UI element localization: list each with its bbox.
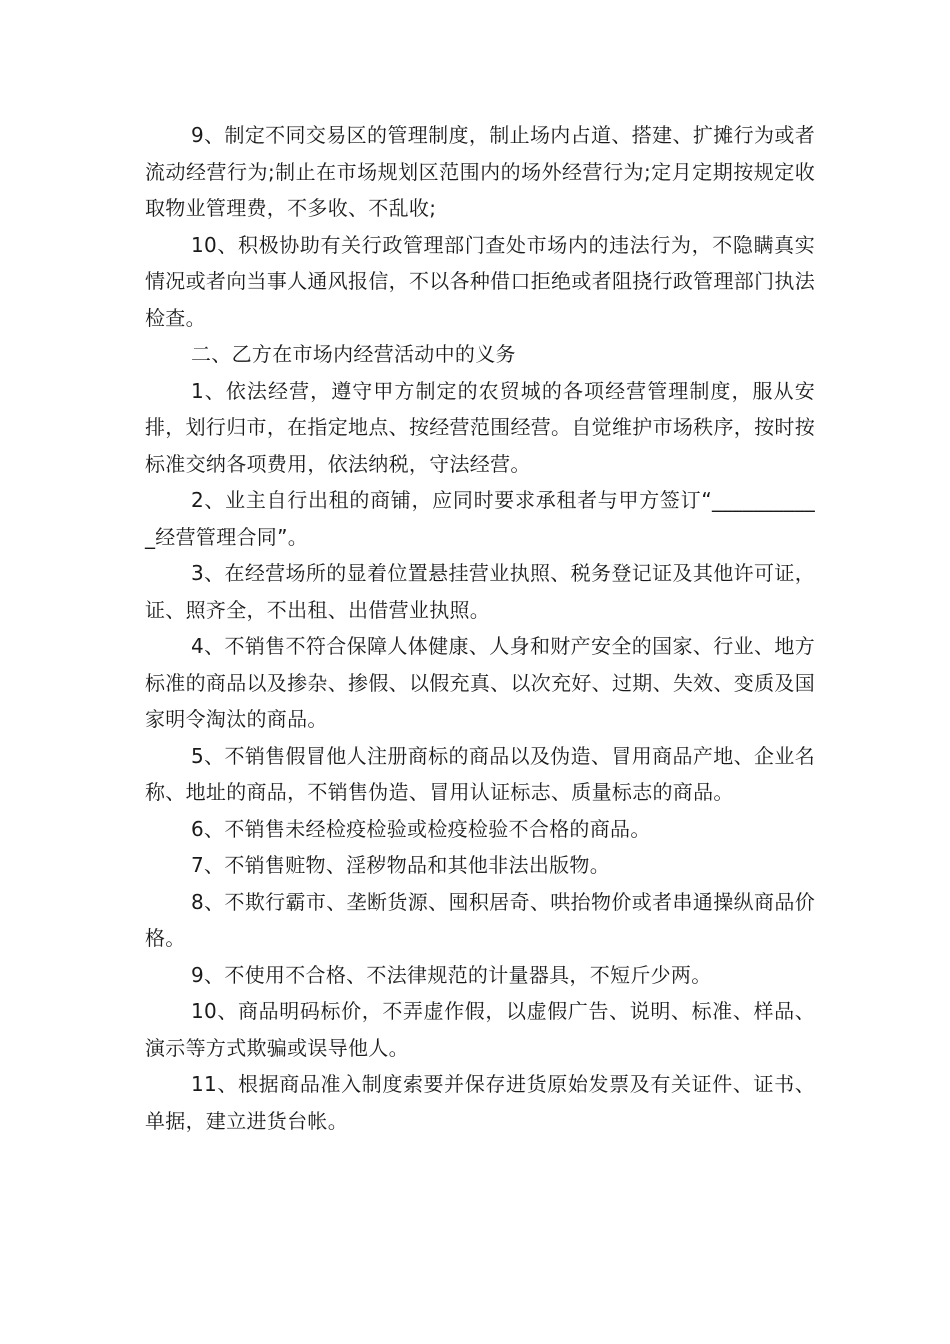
paragraph-item-11: 11、根据商品准入制度索要并保存进货原始发票及有关证件、证书、单据，建立进货台帐。 — [145, 1072, 815, 1133]
paragraph-item-9-management: 9、制定不同交易区的管理制度，制止场内占道、搭建、扩摊行为或者流动经营行为;制止在市场规划区范围内的场外经营行为;定月定期按规定收取物业管理费，不多收、不乱收; — [145, 123, 815, 220]
document-body — [145, 117, 815, 1139]
paragraph-item-8: 8、不欺行霸市、垄断货源、囤积居奇、哄抬物价或者串通操纵商品价格。 — [145, 889, 815, 950]
paragraph-item-10-assist: 10、积极协助有关行政管理部门查处市场内的违法行为，不隐瞒真实情况或者向当事人通风报信，不以各种借口拒绝或者阻挠行政管理部门执法检查。 — [145, 232, 815, 330]
paragraph-item-5: 5、不销售假冒他人注册商标的商品以及伪造、冒用商品产地、企业名称、地址的商品，不销售伪造、冒用认证标志、质量标志的商品。 — [145, 743, 815, 804]
section-heading-obligations: 二、乙方在市场内经营活动中的义务 — [191, 342, 516, 366]
paragraph-item-6: 6、不销售未经检疫检验或检疫检验不合格的商品。 — [191, 816, 651, 841]
paragraph-item-4: 4、不销售不符合保障人体健康、人身和财产安全的国家、行业、地方标准的商品以及掺杂、掺假、以假充真、以次充好、过期、失效、变质及国家明令淘汰的商品。 — [145, 634, 815, 731]
paragraph-item-2: 2、业主自行出租的商铺，应同时要求承租者与甲方签订“___________经营管理合同”。 — [145, 488, 815, 549]
paragraph-item-3: 3、在经营场所的显着位置悬挂营业执照、税务登记证及其他许可证，证、照齐全，不出租、出借营业执照。 — [145, 561, 815, 622]
paragraph-item-1: 1、依法经营，遵守甲方制定的农贸城的各项经营管理制度，服从安排，划行归市，在指定地点、按经营范围经营。自觉维护市场秩序，按时按标准交纳各项费用，依法纳税，守法经营。 — [145, 378, 815, 476]
paragraph-item-7: 7、不销售赃物、淫秽物品和其他非法出版物。 — [191, 853, 611, 877]
paragraph-item-10: 10、商品明码标价，不弄虚作假，以虚假广告、说明、标准、样品、演示等方式欺骗或误导他人。 — [145, 999, 815, 1060]
paragraph-item-9: 9、不使用不合格、不法律规范的计量器具，不短斤少两。 — [191, 962, 712, 987]
